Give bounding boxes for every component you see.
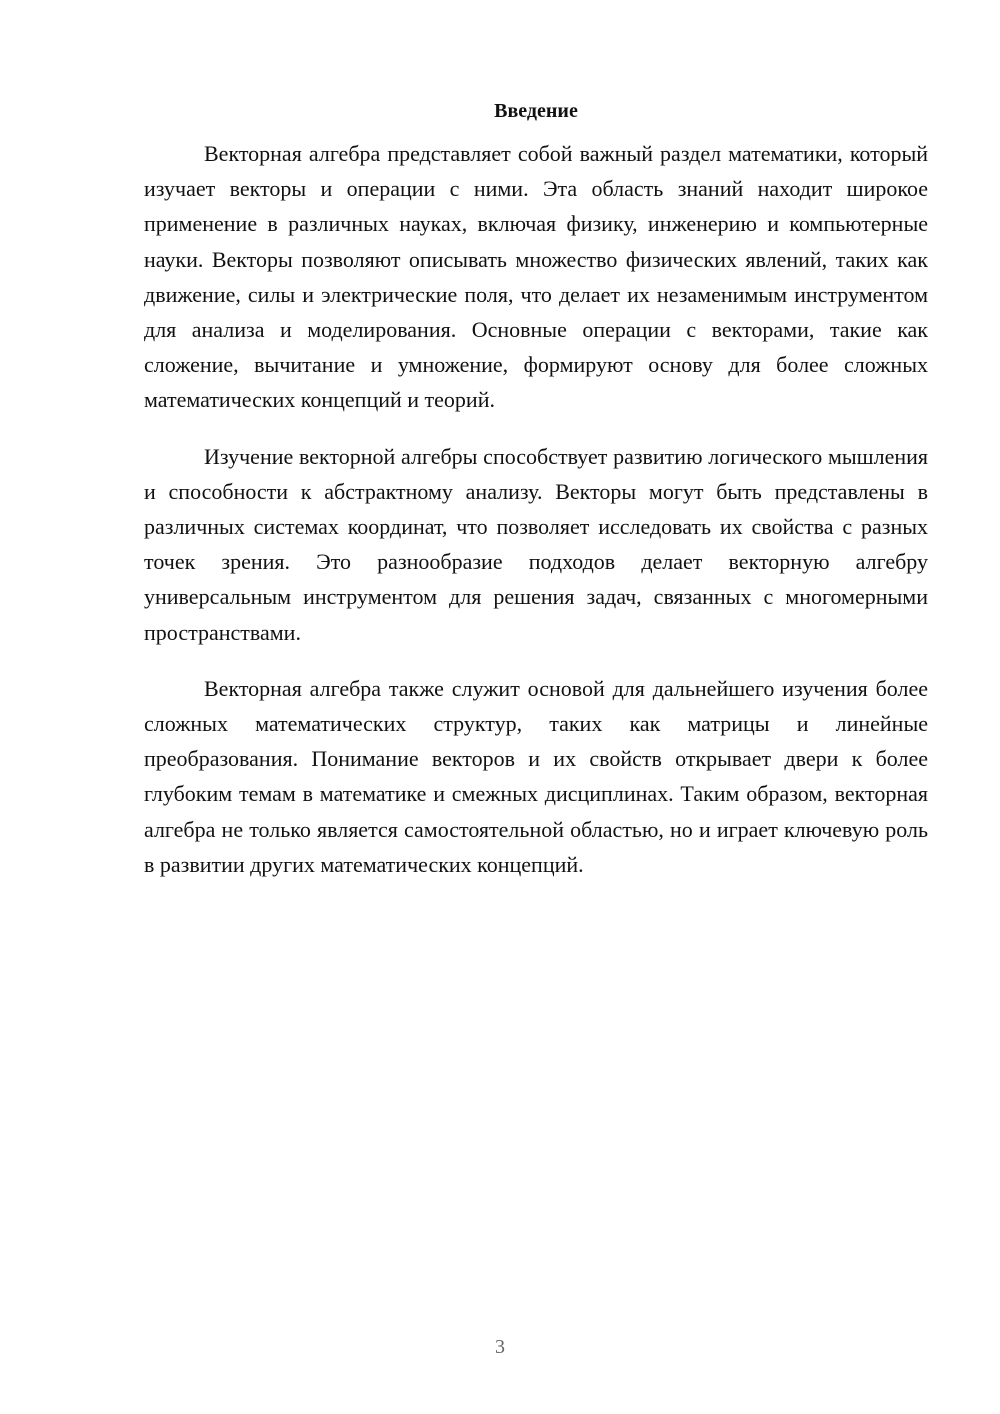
paragraph-1: Векторная алгебра представляет собой важный раздел математики, который изучает векторы и операции с ними. Эта область знаний находит широкое применение в различных науках, включая физику, инженерию и компьютерные науки. Векторы позволяют описывать множество физических явлений, таких как движение, силы и электрические поля, что делает их незаменимым инструментом для анализа и моделирования. Основные операции с векторами, такие как сложение, вычитание и умножение, формируют основу для более сложных математических концепций и теорий. [144, 141, 928, 413]
page-content [144, 96, 928, 882]
section-title: Введение [494, 100, 578, 122]
page-number: 3 [495, 1336, 505, 1358]
paragraph-2: Изучение векторной алгебры способствует развитию логического мышления и способности к абстрактному анализу. Векторы могут быть представлены в различных системах координат, что позволяет исследовать их свойства с разных точек зрения. Это разнообразие подходов делает векторную алгебру универсальным инструментом для решения задач, связанных с многомерными пространствами. [144, 443, 928, 645]
paragraph-3: Векторная алгебра также служит основой для дальнейшего изучения более сложных математических структур, таких как матрицы и линейные преобразования. Понимание векторов и их свойств открывает двери к более глубоким темам в математике и смежных дисциплинах. Таким образом, векторная алгебра не только является самостоятельной областью, но и играет ключевую роль в развитии других математических концепций. [144, 675, 928, 877]
